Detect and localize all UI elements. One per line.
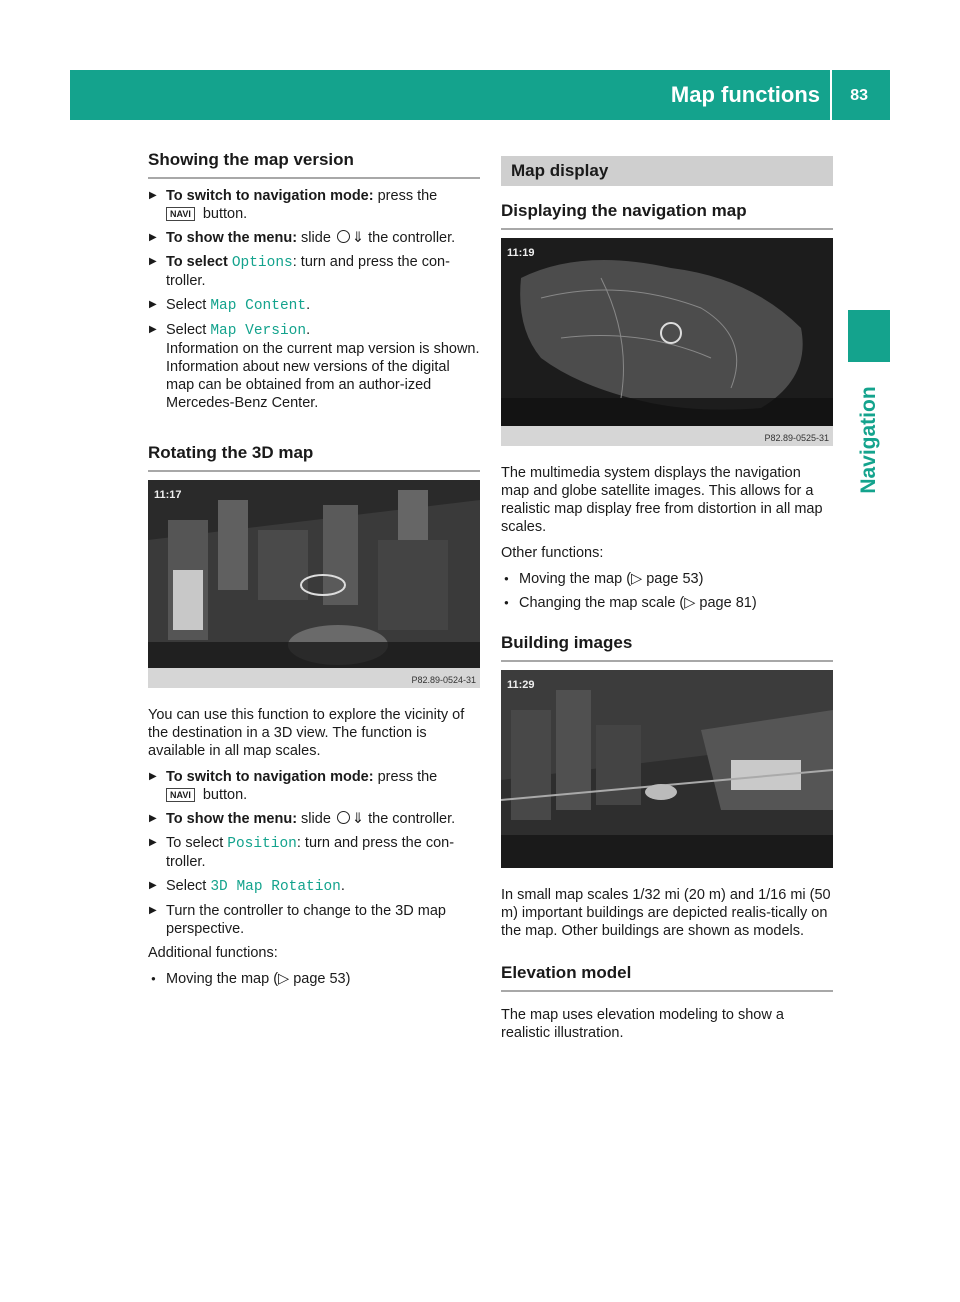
paragraph: In small map scales 1/32 mi (20 m) and 1/16 mi (50 m) important buildings are depicted realis-tically on the map. Other buildings are shown as models.: [501, 887, 831, 939]
step: ▶ To show the menu: slide ⇓ the controller.: [148, 810, 480, 828]
list-item: ● Moving the map (▷ page 53): [148, 970, 480, 988]
navi-key-icon: NAVI: [166, 207, 195, 221]
navi-key-icon: NAVI: [166, 788, 195, 802]
step: ▶ Select Map Content.: [148, 296, 480, 315]
other-functions-label: Other functions:: [501, 545, 604, 561]
clock-display: 11:19: [507, 247, 535, 259]
heading-elevation-model: Elevation model: [501, 964, 833, 992]
list-item: ● Moving the map (▷ page 53): [501, 570, 833, 588]
heading-showing-map-version: Showing the map version: [148, 151, 480, 179]
header-bar: [70, 70, 890, 120]
menu-item-3d-map-rotation: 3D Map Rotation: [210, 879, 341, 895]
controller-icon: [337, 230, 350, 243]
clock-display: 11:29: [507, 679, 535, 691]
figure-navigation-map: [501, 238, 833, 446]
side-tab-label: Navigation: [857, 386, 880, 494]
list-item: ● Changing the map scale (▷ page 81): [501, 594, 833, 612]
menu-item-position: Position: [227, 836, 297, 852]
step: ▶ To select Position: turn and press the con-troller.: [148, 834, 480, 871]
paragraph: The multimedia system displays the navigation map and globe satellite images. This allows for a realistic map display free from distortion in all map scales.: [501, 465, 823, 535]
city-3d-image: [148, 480, 480, 688]
additional-functions-label: Additional functions:: [148, 945, 278, 961]
step: ▶ Select Map Version. Information on the current map version is shown. Information about new versions of the digital map can be obtained from an author-ized Mercedes-Benz Center.: [148, 321, 480, 412]
heading-displaying-navigation-map: Displaying the navigation map: [501, 202, 833, 230]
heading-building-images: Building images: [501, 634, 833, 662]
clock-display: 11:17: [154, 489, 182, 501]
step: ▶ To switch to navigation mode: press the NAVI button.: [148, 768, 480, 804]
menu-item-map-content: Map Content: [210, 298, 307, 314]
step: ▶ To select Options: turn and press the con-troller.: [148, 253, 480, 290]
figure-code-strip: P82.89-0524-31: [148, 668, 480, 688]
controller-icon: [337, 811, 350, 824]
figure-code-strip: P82.89-0525-31: [501, 426, 833, 446]
step: ▶ To switch to navigation mode: press the NAVI button.: [148, 187, 480, 223]
header-divider: [830, 70, 832, 120]
paragraph: The map uses elevation modeling to show a realistic illustration.: [501, 1007, 784, 1041]
step: ▶ To show the menu: slide ⇓ the controller.: [148, 229, 480, 247]
figure-building-images: [501, 670, 833, 868]
left-column: [148, 151, 480, 994]
step: ▶ Select 3D Map Rotation.: [148, 877, 480, 896]
right-column: [501, 151, 833, 1050]
paragraph: You can use this function to explore the vicinity of the destination in a 3D view. The function is available in all map scales.: [148, 707, 465, 759]
menu-item-map-version: Map Version: [210, 323, 307, 339]
heading-rotating-3d-map: Rotating the 3D map: [148, 444, 480, 472]
menu-item-options: Options: [231, 255, 293, 271]
step: ▶ Turn the controller to change to the 3D map perspective.: [148, 902, 480, 938]
section-box-map-display: Map display: [501, 156, 833, 186]
page-number: 83: [850, 87, 868, 104]
side-tab-marker: [848, 310, 890, 362]
page-title: Map functions: [670, 82, 820, 107]
figure-3d-map: [148, 480, 480, 688]
buildings-3d-image: [501, 670, 833, 868]
globe-map-image: [501, 238, 833, 446]
